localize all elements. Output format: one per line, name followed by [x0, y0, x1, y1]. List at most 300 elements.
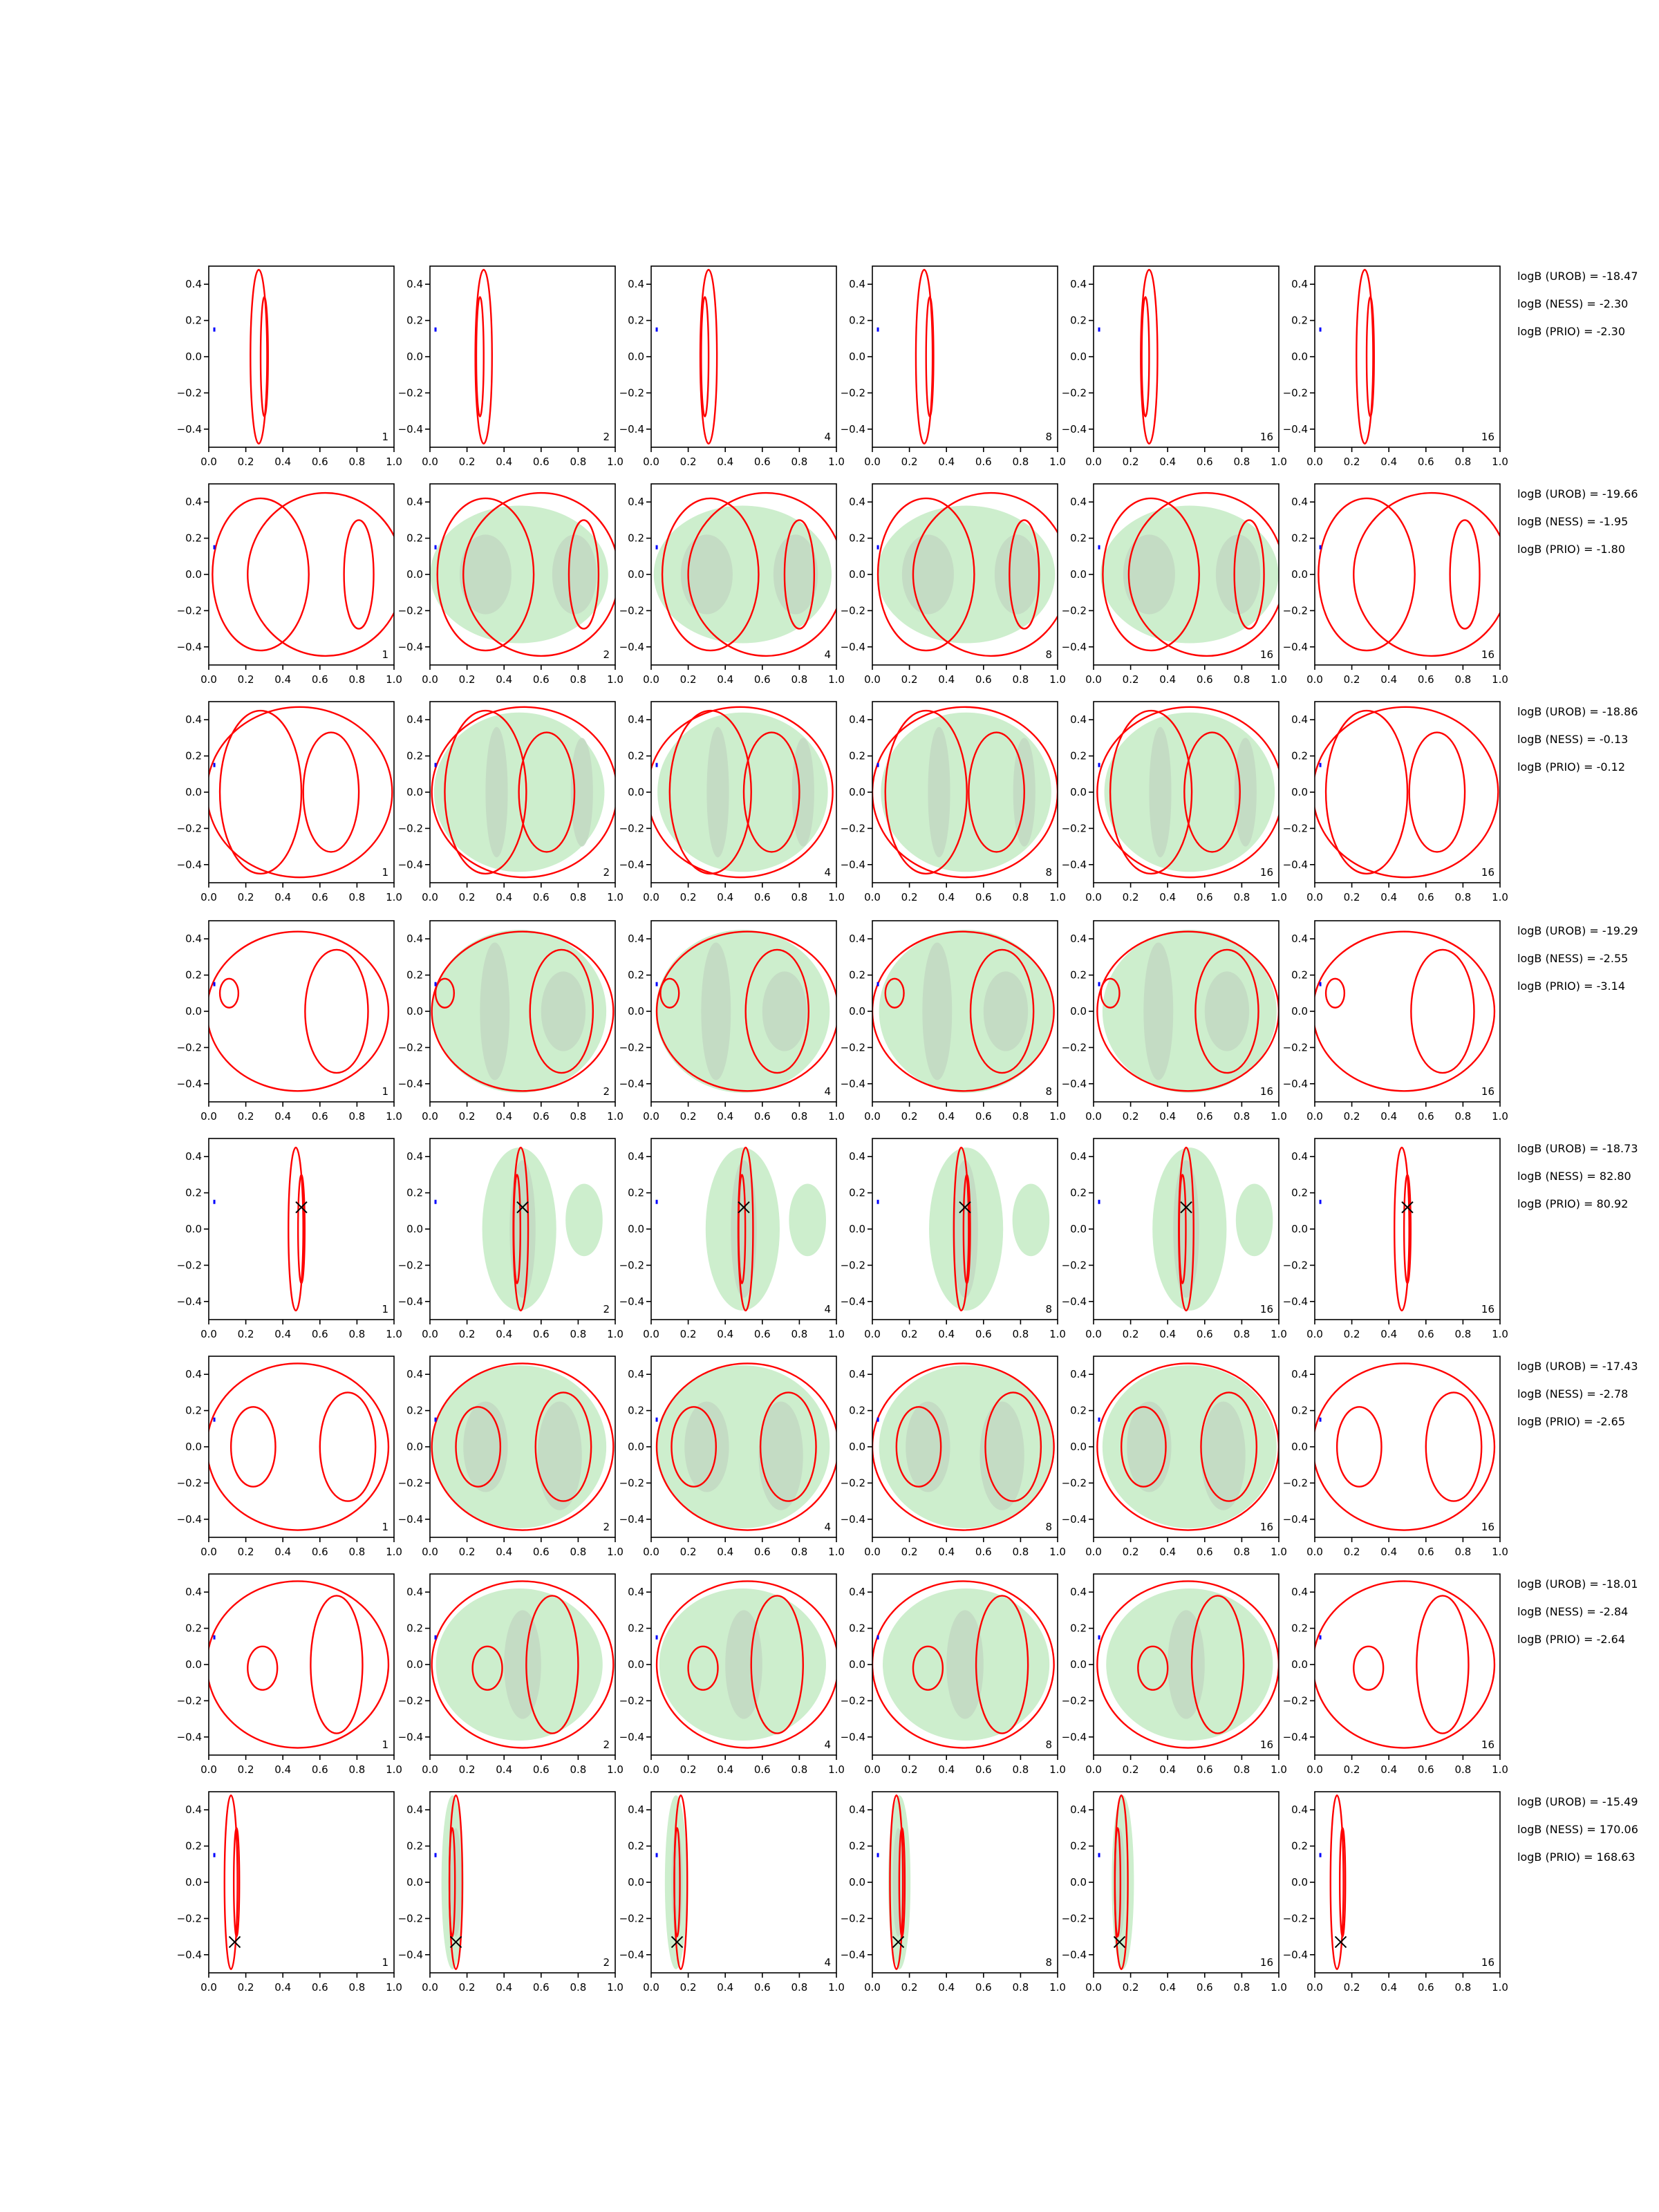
- y-tick-label: 0.2: [406, 749, 423, 762]
- y-tick-label: 0.2: [1291, 968, 1308, 982]
- x-tick-label: 0.0: [1306, 891, 1323, 903]
- x-tick-label: 0.6: [975, 1763, 992, 1776]
- x-tick-label: 0.0: [422, 1981, 438, 1994]
- y-tick-label: 0.4: [185, 1803, 202, 1817]
- y-tick-label: −0.4: [840, 1730, 865, 1743]
- panel-count-label: 2: [603, 431, 610, 443]
- y-tick-label: 0.0: [1070, 1223, 1087, 1235]
- plot-area: [1097, 707, 1282, 877]
- panel-count-label: 8: [1045, 1956, 1052, 1969]
- reference-point: [1320, 1853, 1322, 1857]
- density-fill-2: [1013, 1184, 1050, 1257]
- density-core-1: [1123, 534, 1175, 614]
- plot-area: [214, 1147, 307, 1311]
- contour-line-3: [231, 1407, 275, 1486]
- contour-line-1: [288, 1147, 303, 1311]
- x-tick-label: 1.0: [828, 1981, 845, 1994]
- reference-point: [435, 1200, 437, 1204]
- reference-point: [877, 763, 879, 767]
- plot-area: [431, 493, 619, 656]
- panel-count-label: 16: [1481, 1738, 1494, 1751]
- y-tick-label: 0.2: [1070, 1404, 1087, 1417]
- x-tick-label: 0.2: [901, 1981, 918, 1994]
- contour-line-2: [476, 297, 484, 417]
- x-tick-label: 0.8: [791, 1763, 808, 1776]
- y-tick-label: −0.2: [1061, 1259, 1087, 1272]
- subplot-r2-c3: [619, 484, 845, 686]
- x-tick-label: 0.8: [1012, 1546, 1029, 1558]
- x-tick-label: 0.2: [679, 456, 697, 468]
- x-tick-label: 0.8: [348, 456, 366, 468]
- x-tick-label: 0.6: [311, 673, 328, 686]
- x-tick-label: 1.0: [1271, 456, 1287, 468]
- x-tick-label: 1.0: [386, 1981, 402, 1994]
- y-tick-label: 0.4: [406, 713, 423, 727]
- y-tick-label: 0.0: [1291, 1005, 1308, 1018]
- x-tick-label: 1.0: [1271, 1763, 1287, 1776]
- y-tick-label: 0.2: [406, 1839, 423, 1853]
- x-tick-label: 0.4: [1159, 673, 1177, 686]
- panel-count-label: 4: [824, 648, 831, 661]
- y-tick-label: 0.2: [406, 1404, 423, 1417]
- x-tick-label: 0.0: [200, 1110, 217, 1123]
- y-tick-label: 0.4: [849, 278, 865, 291]
- x-tick-label: 1.0: [607, 1328, 624, 1340]
- subplot-r1-c1: [177, 266, 402, 468]
- y-tick-label: 0.0: [406, 1223, 423, 1235]
- axes-frame: [651, 266, 836, 447]
- x-tick-label: 0.0: [643, 1110, 659, 1123]
- x-tick-label: 0.6: [975, 1328, 992, 1340]
- x-tick-label: 0.0: [1085, 673, 1102, 686]
- panel-count-label: 1: [382, 1956, 388, 1969]
- x-tick-label: 0.8: [1454, 1981, 1472, 1994]
- y-tick-label: 0.2: [1291, 749, 1308, 762]
- y-tick-label: 0.2: [185, 532, 202, 545]
- y-tick-label: −0.4: [1282, 422, 1308, 435]
- y-tick-label: −0.4: [176, 422, 202, 435]
- x-tick-label: 0.2: [679, 1546, 697, 1558]
- y-tick-label: 0.4: [185, 1150, 202, 1163]
- reference-point: [435, 1418, 437, 1422]
- plot-area: [1098, 1147, 1273, 1311]
- y-tick-label: −0.2: [840, 386, 865, 400]
- x-tick-label: 0.8: [791, 1328, 808, 1340]
- y-tick-label: 0.4: [849, 1803, 865, 1817]
- subplot-r7-c4: [841, 1574, 1066, 1776]
- axes-frame: [1315, 1574, 1500, 1755]
- x-tick-label: 0.6: [1417, 1981, 1434, 1994]
- panel-count-label: 4: [824, 431, 831, 443]
- plot-area: [214, 1795, 241, 1969]
- contour-line-1: [1326, 711, 1407, 874]
- x-tick-label: 0.8: [570, 1981, 587, 1994]
- reference-point: [656, 545, 658, 550]
- subplot-r2-c5: [1062, 484, 1287, 686]
- plot-area: [656, 1581, 838, 1747]
- y-tick-label: 0.2: [185, 1622, 202, 1635]
- y-tick-label: 0.4: [1291, 1368, 1308, 1381]
- x-tick-label: 0.8: [348, 1763, 366, 1776]
- x-tick-label: 1.0: [607, 1546, 624, 1558]
- panel-count-label: 16: [1259, 1521, 1273, 1533]
- y-tick-label: 0.2: [628, 314, 644, 327]
- y-tick-label: −0.2: [619, 1477, 644, 1490]
- x-tick-label: 0.4: [496, 1110, 513, 1123]
- x-tick-label: 0.4: [1159, 1981, 1177, 1994]
- x-tick-label: 0.4: [274, 1110, 292, 1123]
- x-tick-label: 0.4: [1380, 891, 1398, 903]
- x-tick-label: 0.0: [643, 1546, 659, 1558]
- y-tick-label: 0.2: [849, 1404, 865, 1417]
- axes-frame: [209, 484, 394, 665]
- x-tick-label: 0.4: [1380, 673, 1398, 686]
- reference-point: [877, 328, 879, 332]
- y-tick-label: 0.0: [1070, 1658, 1087, 1671]
- y-tick-label: −0.4: [1282, 1295, 1308, 1308]
- logb-label: logB (NESS) = -2.55: [1517, 952, 1629, 965]
- x-tick-label: 0.0: [1306, 1546, 1323, 1558]
- plot-area: [872, 1363, 1054, 1530]
- x-tick-label: 0.2: [458, 891, 476, 903]
- y-tick-label: −0.2: [619, 386, 644, 400]
- y-tick-label: −0.4: [397, 1730, 423, 1743]
- x-tick-label: 0.2: [237, 673, 254, 686]
- x-tick-label: 0.8: [791, 673, 808, 686]
- x-tick-label: 0.2: [901, 673, 918, 686]
- y-tick-label: −0.2: [397, 1912, 423, 1925]
- contour-line-1: [1313, 1363, 1494, 1530]
- reference-point: [1098, 1635, 1100, 1640]
- y-tick-label: −0.4: [840, 1948, 865, 1961]
- y-tick-label: −0.4: [619, 422, 644, 435]
- x-tick-label: 0.4: [1159, 891, 1177, 903]
- y-tick-label: 0.4: [1070, 1368, 1087, 1381]
- plot-area: [435, 1147, 603, 1311]
- contour-line-2: [310, 1595, 362, 1733]
- y-tick-label: −0.2: [397, 1694, 423, 1707]
- plot-area: [656, 1795, 688, 1969]
- y-tick-label: −0.2: [1061, 386, 1087, 400]
- y-tick-label: 0.2: [185, 314, 202, 327]
- subplot-r4-c2: [398, 921, 624, 1123]
- y-tick-label: −0.4: [840, 640, 865, 653]
- row-2-bayes-factors: [1517, 487, 1638, 556]
- x-tick-label: 0.6: [311, 456, 328, 468]
- x-tick-label: 1.0: [1049, 1763, 1066, 1776]
- x-tick-label: 0.6: [532, 1328, 550, 1340]
- contour-line-1: [1318, 498, 1414, 650]
- density-core-1: [725, 1610, 762, 1718]
- logb-label: logB (UROB) = -18.01: [1517, 1577, 1638, 1591]
- contour-line-1: [212, 498, 308, 650]
- reference-point: [435, 1853, 437, 1857]
- y-tick-label: −0.4: [1061, 640, 1087, 653]
- x-tick-label: 0.2: [237, 1110, 254, 1123]
- y-tick-label: −0.4: [619, 1512, 644, 1526]
- x-tick-label: 0.6: [753, 1763, 771, 1776]
- x-tick-label: 0.6: [975, 1110, 992, 1123]
- x-tick-label: 0.0: [1306, 1328, 1323, 1340]
- x-tick-label: 0.8: [1454, 891, 1472, 903]
- y-tick-label: −0.4: [397, 858, 423, 871]
- x-tick-label: 0.8: [1012, 1981, 1029, 1994]
- y-tick-label: −0.2: [1282, 1041, 1308, 1054]
- x-tick-label: 0.2: [901, 1763, 918, 1776]
- x-tick-label: 1.0: [607, 1981, 624, 1994]
- subplot-r7-c6: [1283, 1574, 1508, 1776]
- x-tick-label: 0.4: [1380, 1110, 1398, 1123]
- x-tick-label: 0.2: [679, 1981, 697, 1994]
- panel-count-label: 1: [382, 866, 388, 879]
- subplot-r8-c1: [177, 1792, 402, 1994]
- x-tick-label: 0.6: [311, 1328, 328, 1340]
- y-tick-label: −0.4: [176, 1512, 202, 1526]
- y-tick-label: 0.2: [1070, 1839, 1087, 1853]
- x-tick-label: 0.8: [791, 891, 808, 903]
- density-core-1: [946, 1610, 984, 1718]
- x-tick-label: 0.2: [901, 1328, 918, 1340]
- x-tick-label: 0.2: [458, 1763, 476, 1776]
- contour-line-2: [1416, 1595, 1468, 1733]
- y-tick-label: −0.2: [619, 1259, 644, 1272]
- y-tick-label: −0.4: [1282, 1512, 1308, 1526]
- y-tick-label: −0.2: [1061, 1041, 1087, 1054]
- panel-count-label: 16: [1481, 1521, 1494, 1533]
- x-tick-label: 0.0: [422, 1763, 438, 1776]
- x-tick-label: 0.8: [1454, 456, 1472, 468]
- contour-line-3: [305, 950, 368, 1073]
- x-tick-label: 1.0: [1271, 1328, 1287, 1340]
- y-tick-label: −0.2: [619, 604, 644, 617]
- x-tick-label: 1.0: [1049, 1328, 1066, 1340]
- subplot-r1-c2: [398, 266, 624, 468]
- plot-area: [432, 930, 614, 1093]
- y-tick-label: −0.4: [1282, 858, 1308, 871]
- x-tick-label: 0.4: [274, 456, 292, 468]
- subplot-r4-c3: [619, 921, 845, 1123]
- x-tick-label: 0.6: [1417, 673, 1434, 686]
- y-tick-label: 0.4: [628, 278, 644, 291]
- y-tick-label: 0.4: [406, 1368, 423, 1381]
- y-tick-label: 0.0: [185, 1005, 202, 1018]
- y-tick-label: 0.0: [406, 786, 423, 798]
- contour-line-3: [1313, 707, 1498, 877]
- y-tick-label: 0.4: [1070, 1803, 1087, 1817]
- x-tick-label: 0.8: [1454, 1328, 1472, 1340]
- x-tick-label: 0.4: [938, 1546, 955, 1558]
- density-core-1: [480, 942, 509, 1080]
- x-tick-label: 0.6: [975, 1546, 992, 1558]
- axes-frame: [209, 921, 394, 1102]
- x-tick-label: 0.8: [570, 1763, 587, 1776]
- x-tick-label: 0.8: [1012, 673, 1029, 686]
- y-tick-label: 0.0: [185, 350, 202, 363]
- logb-label: logB (NESS) = -2.78: [1517, 1387, 1629, 1400]
- x-tick-label: 1.0: [386, 891, 402, 903]
- plot-area: [432, 707, 617, 877]
- axes-frame: [1094, 266, 1279, 447]
- y-tick-label: −0.2: [840, 1694, 865, 1707]
- x-tick-label: 1.0: [1492, 1110, 1508, 1123]
- density-core-1: [1149, 727, 1171, 858]
- panel-count-label: 16: [1259, 1085, 1273, 1098]
- y-tick-label: 0.0: [1291, 1441, 1308, 1453]
- logb-label: logB (NESS) = 82.80: [1517, 1170, 1631, 1183]
- axes-frame: [430, 266, 615, 447]
- y-tick-label: −0.4: [176, 1077, 202, 1090]
- y-tick-label: −0.2: [840, 1477, 865, 1490]
- x-tick-label: 0.0: [1306, 1110, 1323, 1123]
- y-tick-label: 0.0: [185, 1441, 202, 1453]
- y-tick-label: −0.2: [1282, 1477, 1308, 1490]
- axes-frame: [1315, 1138, 1500, 1320]
- x-tick-label: 1.0: [1049, 1981, 1066, 1994]
- contour-line-1: [916, 270, 932, 444]
- x-tick-label: 0.2: [237, 1981, 254, 1994]
- panel-count-label: 16: [1481, 431, 1494, 443]
- reference-point: [1098, 328, 1100, 332]
- x-tick-label: 0.0: [1306, 1763, 1323, 1776]
- y-tick-label: 0.0: [1291, 1658, 1308, 1671]
- density-core-2: [1216, 534, 1260, 614]
- x-tick-label: 0.2: [237, 891, 254, 903]
- panel-count-label: 1: [382, 648, 388, 661]
- x-tick-label: 1.0: [1492, 1981, 1508, 1994]
- contour-line-1: [1356, 270, 1373, 444]
- y-tick-label: −0.2: [1061, 1694, 1087, 1707]
- x-tick-label: 0.2: [237, 1328, 254, 1340]
- logb-label: logB (PRIO) = -2.64: [1517, 1633, 1625, 1646]
- axes-frame: [1315, 921, 1500, 1102]
- subplot-r8-c5: [1062, 1792, 1287, 1994]
- panel-count-label: 4: [824, 1303, 831, 1315]
- y-tick-label: 0.2: [628, 1839, 644, 1853]
- x-tick-label: 0.8: [1012, 1763, 1029, 1776]
- y-tick-label: 0.4: [628, 1150, 644, 1163]
- y-tick-label: 0.0: [406, 568, 423, 581]
- y-tick-label: −0.2: [840, 1259, 865, 1272]
- y-tick-label: 0.2: [849, 1839, 865, 1853]
- x-tick-label: 0.0: [1085, 1763, 1102, 1776]
- y-tick-label: 0.2: [628, 968, 644, 982]
- y-tick-label: 0.4: [185, 713, 202, 727]
- x-tick-label: 0.6: [1417, 1110, 1434, 1123]
- x-tick-label: 0.8: [1233, 891, 1250, 903]
- x-tick-label: 0.0: [1085, 456, 1102, 468]
- y-tick-label: 0.0: [1070, 350, 1087, 363]
- subplot-r1-c4: [841, 266, 1066, 468]
- x-tick-label: 0.4: [496, 891, 513, 903]
- contour-line-2: [247, 493, 403, 656]
- y-tick-label: 0.0: [1070, 1876, 1087, 1888]
- x-tick-label: 0.6: [753, 456, 771, 468]
- y-tick-label: 0.4: [185, 932, 202, 946]
- x-tick-label: 0.0: [643, 1328, 659, 1340]
- x-tick-label: 1.0: [828, 456, 845, 468]
- x-tick-label: 0.0: [1085, 891, 1102, 903]
- logb-label: logB (NESS) = -2.84: [1517, 1605, 1629, 1618]
- y-tick-label: −0.4: [397, 1948, 423, 1961]
- reference-point: [1098, 763, 1100, 767]
- x-tick-label: 0.6: [1417, 1546, 1434, 1558]
- x-tick-label: 0.4: [496, 1981, 513, 1994]
- subplot-r7-c1: [177, 1574, 402, 1776]
- x-tick-label: 0.0: [200, 673, 217, 686]
- reference-point: [877, 1418, 879, 1422]
- x-tick-label: 0.4: [274, 1763, 292, 1776]
- contour-line-2: [1326, 979, 1344, 1008]
- x-tick-label: 0.0: [422, 891, 438, 903]
- panel-count-label: 1: [382, 431, 388, 443]
- y-tick-label: 0.4: [1291, 496, 1308, 509]
- plot-area: [435, 1795, 464, 1969]
- density-core-1: [485, 727, 507, 858]
- y-tick-label: −0.2: [397, 822, 423, 835]
- reference-point: [1320, 763, 1322, 767]
- y-tick-label: 0.0: [185, 786, 202, 798]
- subplot-r5-c3: [619, 1138, 845, 1340]
- y-tick-label: 0.0: [628, 568, 644, 581]
- reference-point: [214, 1853, 216, 1857]
- x-tick-label: 0.8: [791, 1981, 808, 1994]
- y-tick-label: −0.2: [619, 1912, 644, 1925]
- x-tick-label: 0.2: [1343, 891, 1360, 903]
- logb-label: logB (NESS) = -0.13: [1517, 733, 1629, 746]
- y-tick-label: −0.4: [1061, 1512, 1087, 1526]
- x-tick-label: 0.6: [532, 1981, 550, 1994]
- x-tick-label: 0.0: [200, 1763, 217, 1776]
- x-tick-label: 0.6: [311, 1546, 328, 1558]
- x-tick-label: 0.4: [274, 1981, 292, 1994]
- y-tick-label: 0.0: [849, 1441, 865, 1453]
- y-tick-label: −0.2: [176, 1477, 202, 1490]
- x-tick-label: 0.4: [496, 456, 513, 468]
- plot-area: [654, 493, 844, 656]
- x-tick-label: 0.4: [1159, 1328, 1177, 1340]
- x-tick-label: 0.4: [1159, 1763, 1177, 1776]
- axes-frame: [209, 1356, 394, 1537]
- y-tick-label: 0.4: [849, 932, 865, 946]
- x-tick-label: 0.0: [864, 1546, 881, 1558]
- y-tick-label: 0.4: [849, 1150, 865, 1163]
- x-tick-label: 0.2: [679, 891, 697, 903]
- x-tick-label: 0.6: [311, 1763, 328, 1776]
- y-tick-label: −0.2: [397, 1259, 423, 1272]
- subplot-r7-c5: [1062, 1574, 1287, 1776]
- y-tick-label: 0.2: [1070, 1186, 1087, 1199]
- y-tick-label: 0.0: [406, 1658, 423, 1671]
- x-tick-label: 0.6: [753, 1981, 771, 1994]
- x-tick-label: 0.2: [1122, 1110, 1139, 1123]
- x-tick-label: 0.6: [753, 891, 771, 903]
- x-tick-label: 0.8: [791, 1546, 808, 1558]
- panel-count-label: 16: [1481, 866, 1494, 879]
- x-tick-label: 0.8: [1233, 1328, 1250, 1340]
- y-tick-label: −0.2: [397, 1477, 423, 1490]
- y-tick-label: −0.4: [619, 1077, 644, 1090]
- y-tick-label: 0.0: [628, 1441, 644, 1453]
- panel-count-label: 2: [603, 1956, 610, 1969]
- y-tick-label: −0.4: [840, 422, 865, 435]
- x-tick-label: 1.0: [386, 1110, 402, 1123]
- x-tick-label: 0.2: [1122, 1763, 1139, 1776]
- reference-point: [435, 982, 437, 986]
- plot-area: [1320, 1147, 1413, 1311]
- y-tick-label: 0.2: [1291, 1622, 1308, 1635]
- plot-area: [872, 707, 1058, 877]
- plot-area: [656, 1147, 826, 1311]
